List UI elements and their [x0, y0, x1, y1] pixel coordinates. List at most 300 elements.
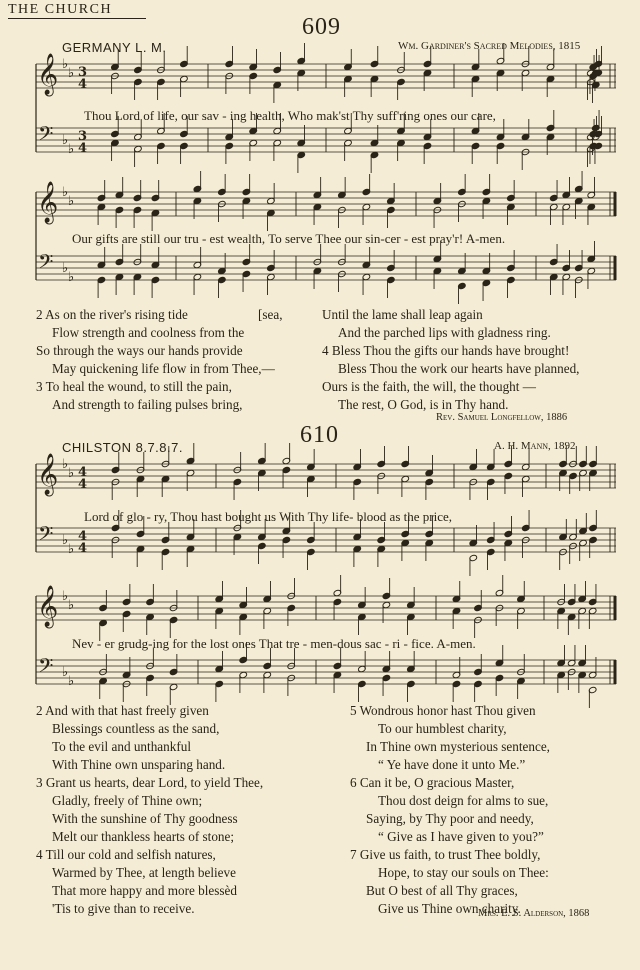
soprano-note	[486, 449, 495, 471]
bass-note	[218, 276, 227, 298]
bass-note	[193, 273, 202, 295]
flat-icon: ♭	[68, 142, 75, 157]
time-signature: 3	[78, 129, 88, 144]
tenor-note	[115, 244, 124, 266]
stanza-line: 6 Can it be, O gracious Master,	[350, 775, 515, 790]
hymn-number: 609	[302, 14, 341, 40]
tenor-note	[559, 519, 568, 541]
flat-icon: ♭	[62, 589, 69, 604]
stanza-line: With Thine own unsparing hand.	[52, 757, 226, 772]
soprano-note	[134, 52, 143, 74]
soprano-note	[338, 177, 347, 199]
alto-note	[111, 72, 120, 94]
bass-note	[486, 548, 495, 570]
bass-note	[146, 674, 155, 696]
soprano-note	[169, 590, 178, 612]
soprano-note	[397, 52, 406, 74]
soprano-note	[588, 584, 597, 606]
bass-note	[287, 674, 296, 696]
alto-note	[495, 604, 504, 626]
stanza-line: Melt our thankless hearts of stone;	[52, 829, 235, 844]
bass-note	[433, 267, 442, 289]
tenor-note	[567, 645, 576, 667]
alto-note	[370, 75, 379, 97]
treble-clef-icon: 𝄞	[37, 454, 59, 495]
soprano-note	[562, 177, 571, 199]
stanza-line: Blessings countless as the sand,	[52, 721, 220, 736]
stanza-line: And the parched lips with gladness ring.	[338, 325, 551, 340]
alto-note	[146, 613, 155, 635]
treble-clef-icon: 𝄞	[37, 54, 59, 95]
bass-note	[562, 273, 571, 295]
bass-note	[258, 542, 267, 564]
bass-note	[507, 276, 516, 298]
soprano-note	[249, 49, 258, 71]
bass-note	[267, 273, 276, 295]
alto-note	[218, 200, 227, 222]
bass-note	[282, 536, 291, 558]
staff-lines	[36, 660, 616, 684]
stanza-line: 'Tis to give than to receive.	[52, 901, 195, 916]
alto-note	[287, 604, 296, 626]
bass-note	[225, 142, 234, 164]
tenor-note	[382, 651, 391, 673]
lyric-line: Nev - er grudg-ing for the lost ones That tre - men-dous sac - ri - fice. A-men.	[72, 636, 476, 651]
bass-note	[249, 139, 258, 161]
alto-note	[486, 478, 495, 500]
bass-note	[495, 674, 504, 696]
bass-note	[407, 680, 416, 702]
tenor-note	[587, 241, 596, 263]
tenor-note	[521, 119, 530, 141]
bass-note	[157, 142, 166, 164]
lyric-line: Lord of glo - ry, Thou hast bought us With Thy life- blood as the price,	[84, 509, 452, 524]
bass-note	[387, 276, 396, 298]
tenor-note	[495, 645, 504, 667]
time-signature: 4	[78, 141, 88, 156]
alto-note	[474, 616, 483, 638]
stanza-line: To the evil and unthankful	[52, 739, 191, 754]
tenor-note	[193, 247, 202, 269]
stanza-line: “ Give as I have given to you?”	[378, 829, 544, 844]
stanza-line: With the sunshine of Thy goodness	[52, 811, 238, 826]
bass-note	[482, 279, 491, 301]
bass-clef-icon: 𝄢	[38, 122, 54, 150]
treble-clef-icon: 𝄞	[37, 182, 59, 223]
bass-note	[425, 539, 434, 561]
soprano-note	[267, 183, 276, 205]
bass-clef-icon: 𝄢	[38, 250, 54, 278]
alto-note	[504, 472, 513, 494]
alto-note	[267, 209, 276, 231]
soprano-note	[589, 49, 598, 71]
alto-note	[407, 613, 416, 635]
alto-note	[578, 607, 587, 629]
bass-note	[353, 545, 362, 567]
alto-note	[134, 78, 143, 100]
flat-icon: ♭	[68, 466, 75, 481]
soprano-note	[111, 452, 120, 474]
bass-clef-icon: 𝄢	[38, 522, 54, 550]
soprano-note	[382, 578, 391, 600]
stanza-line: 2 As on the river's rising tide	[36, 307, 188, 322]
soprano-note	[97, 180, 106, 202]
soprano-note	[546, 49, 555, 71]
bass-note	[474, 680, 483, 702]
bass-note	[239, 671, 248, 693]
soprano-note	[407, 587, 416, 609]
soprano-note	[297, 43, 306, 65]
tenor-note	[97, 247, 106, 269]
bass-note	[589, 536, 598, 558]
stanza-line: “ Ye have done it unto Me.”	[378, 757, 526, 772]
bass-note	[161, 548, 170, 570]
flat-icon: ♭	[68, 542, 75, 557]
stanza-line: To our humblest charity,	[378, 721, 507, 736]
soprano-note	[401, 446, 410, 468]
tenor-note	[546, 110, 555, 132]
soprano-note	[549, 180, 558, 202]
stanza-line: And strength to failing pulses bring,	[52, 397, 243, 412]
soprano-note	[370, 46, 379, 68]
alto-note	[225, 72, 234, 94]
alto-note	[282, 466, 291, 488]
tenor-note	[591, 110, 600, 132]
composer: A. H. Mann, 1892	[494, 440, 576, 452]
time-signature: 4	[78, 529, 88, 544]
bass-note	[115, 273, 124, 295]
stanza-block-left	[36, 306, 275, 414]
alto-note	[239, 613, 248, 635]
tenor-note	[313, 244, 322, 266]
bass-note	[496, 142, 505, 164]
stanza-line: Gladly, freely of Thine own;	[52, 793, 203, 808]
bass-note	[397, 139, 406, 161]
bass-note	[471, 142, 480, 164]
bass-note	[151, 276, 160, 298]
flat-icon: ♭	[62, 665, 69, 680]
header-rule	[8, 18, 146, 19]
bass-note	[569, 542, 578, 564]
soprano-note	[517, 581, 526, 603]
tenor-note	[504, 516, 513, 538]
alto-note	[387, 206, 396, 228]
bass-note	[134, 145, 143, 167]
tune-name: GERMANY L. M.	[62, 40, 167, 55]
stanza-block-right	[350, 702, 550, 918]
alto-note	[591, 81, 600, 103]
tenor-note	[562, 250, 571, 272]
stanza-line: That more happy and more blessèd	[52, 883, 237, 898]
alto-note	[401, 475, 410, 497]
stanza-line: In Thine own mysterious sentence,	[366, 739, 550, 754]
alto-note	[567, 613, 576, 635]
soprano-note	[122, 584, 131, 606]
tenor-note	[569, 519, 578, 541]
alto-note	[338, 206, 347, 228]
composer: Wm. Gardiner's Sacred Melodies, 1815	[398, 40, 581, 52]
soprano-note	[474, 590, 483, 612]
alto-note	[180, 75, 189, 97]
bass-note	[458, 282, 467, 304]
tenor-note	[474, 654, 483, 676]
soprano-note	[151, 180, 160, 202]
bass-note	[557, 671, 566, 693]
alto-note	[557, 607, 566, 629]
bass-note	[521, 536, 530, 558]
stanza-line: 4 Bless Thou the gifts our hands have brought!	[322, 343, 570, 358]
author: Rev. Samuel Longfellow, 1886	[436, 412, 568, 423]
stanza-line: 4 Till our cold and selfish natures,	[36, 847, 216, 862]
stanza-line: Thou dost deign for alms to sue,	[378, 793, 549, 808]
time-signature: 4	[78, 477, 88, 492]
bass-note	[133, 273, 142, 295]
bass-note	[313, 267, 322, 289]
alto-note	[397, 78, 406, 100]
bass-clef-icon: 𝄢	[38, 654, 54, 682]
alto-note	[588, 607, 597, 629]
soprano-note	[433, 183, 442, 205]
tenor-note	[549, 244, 558, 266]
bass-note	[452, 680, 461, 702]
soprano-note	[115, 177, 124, 199]
flat-icon: ♭	[68, 194, 75, 209]
soprano-note	[594, 46, 603, 68]
soprano-note	[239, 587, 248, 609]
bass-note	[111, 536, 120, 558]
bass-note	[362, 273, 371, 295]
soprano-note	[507, 180, 516, 202]
soprano-note	[469, 449, 478, 471]
alto-note	[353, 478, 362, 500]
soprano-note	[180, 46, 189, 68]
soprano-note	[313, 177, 322, 199]
bass-note	[338, 270, 347, 292]
alto-note	[111, 478, 120, 500]
bass-note	[567, 668, 576, 690]
tenor-note	[521, 510, 530, 532]
alto-note	[122, 610, 131, 632]
bass-note	[588, 686, 597, 708]
flat-icon: ♭	[68, 66, 75, 81]
bass-note	[263, 671, 272, 693]
tenor-note	[307, 522, 316, 544]
stanza-line: 3 Grant us hearts, dear Lord, to yield Thee,	[36, 775, 264, 790]
tenor-note	[574, 250, 583, 272]
soprano-note	[567, 584, 576, 606]
soprano-note	[233, 452, 242, 474]
alto-note	[307, 475, 316, 497]
tune-name: CHILSTON 8.7.8.7.	[62, 440, 183, 455]
tenor-note	[589, 510, 598, 532]
soprano-note	[282, 443, 291, 465]
soprano-note	[557, 584, 566, 606]
tenor-note	[496, 119, 505, 141]
alto-note	[562, 203, 571, 225]
alto-note	[546, 75, 555, 97]
stanza-line: Warmed by Thee, at length believe	[52, 865, 236, 880]
bass-note	[579, 539, 588, 561]
soprano-note	[133, 180, 142, 202]
bass-note	[382, 674, 391, 696]
bass-note	[578, 671, 587, 693]
hymn-number: 610	[300, 422, 339, 448]
bass-note	[333, 671, 342, 693]
bass-note	[307, 548, 316, 570]
flat-icon: ♭	[62, 57, 69, 72]
bass-note	[517, 677, 526, 699]
bass-note	[97, 276, 106, 298]
flat-icon: ♭	[68, 598, 75, 613]
stanza-line: Ours is the faith, the will, the thought —	[322, 379, 536, 394]
bass-note	[594, 142, 603, 164]
tenor-note	[377, 522, 386, 544]
flat-icon: ♭	[62, 533, 69, 548]
soprano-note	[157, 52, 166, 74]
stanza-line: Until the lame shall leap again	[322, 307, 483, 322]
stanza-block-left	[36, 702, 263, 918]
stanza-line: 7 Give us faith, to trust Thee boldly,	[350, 847, 541, 862]
bass-note	[587, 267, 596, 289]
tenor-note	[407, 651, 416, 673]
alto-note	[549, 203, 558, 225]
soprano-note	[579, 446, 588, 468]
bass-note	[423, 142, 432, 164]
tenor-note	[579, 513, 588, 535]
bass-note	[358, 680, 367, 702]
tenor-note	[267, 250, 276, 272]
alto-note	[215, 607, 224, 629]
soprano-note	[273, 52, 282, 74]
bass-note	[401, 539, 410, 561]
soprano-note	[589, 446, 598, 468]
alto-note	[458, 200, 467, 222]
alto-note	[313, 203, 322, 225]
tenor-note	[362, 247, 371, 269]
bass-note	[370, 151, 379, 173]
soprano-note	[471, 49, 480, 71]
alto-note	[377, 472, 386, 494]
soprano-note	[258, 443, 267, 465]
alto-note	[471, 75, 480, 97]
stanza-line: Bless Thou the work our hearts have planned,	[338, 361, 580, 376]
bass-note	[574, 276, 583, 298]
tenor-note	[578, 645, 587, 667]
page-header: THE CHURCH	[8, 2, 113, 17]
tenor-note	[242, 244, 251, 266]
bass-note	[111, 139, 120, 161]
alto-note	[161, 475, 170, 497]
tenor-note	[557, 645, 566, 667]
soprano-note	[387, 183, 396, 205]
soprano-note	[425, 455, 434, 477]
tenor-note	[169, 654, 178, 676]
flat-icon: ♭	[68, 270, 75, 285]
tenor-note	[99, 654, 108, 676]
tenor-note	[507, 250, 516, 272]
bass-note	[549, 273, 558, 295]
bass-note	[559, 548, 568, 570]
alto-note	[97, 203, 106, 225]
alto-note	[358, 613, 367, 635]
bass-note	[136, 545, 145, 567]
stanza-line: 2 And with that hast freely given	[36, 703, 209, 718]
stanza-line: 5 Wondrous honor hast Thou given	[350, 703, 536, 718]
soprano-note	[99, 590, 108, 612]
soprano-note	[344, 49, 353, 71]
bass-note	[180, 142, 189, 164]
alto-note	[517, 607, 526, 629]
tenor-note	[387, 250, 396, 272]
lyric-line: Our gifts are still our tru - est wealth, To serve Thee our sin-cer - est pray'r! A-men.	[72, 231, 506, 246]
stanza-block-right	[322, 306, 579, 414]
flat-icon: ♭	[62, 133, 69, 148]
soprano-note	[587, 177, 596, 199]
alto-note	[569, 472, 578, 494]
alto-note	[133, 206, 142, 228]
bass-note	[377, 545, 386, 567]
soprano-note	[358, 587, 367, 609]
bass-note	[521, 148, 530, 170]
alto-note	[136, 475, 145, 497]
alto-note	[157, 78, 166, 100]
alto-note	[425, 478, 434, 500]
soprano-note	[377, 446, 386, 468]
alto-note	[452, 607, 461, 629]
soprano-note	[186, 443, 195, 465]
soprano-note	[353, 449, 362, 471]
treble-clef-icon: 𝄞	[37, 586, 59, 627]
lyric-line: Thou Lord of life, our sav - ing health, Who mak'st Thy suff'ring ones our care,	[84, 108, 496, 123]
tenor-note	[133, 244, 142, 266]
stanza-line: Flow strength and coolness from the	[52, 325, 245, 340]
bass-note	[469, 554, 478, 576]
alto-note	[344, 75, 353, 97]
flat-icon: ♭	[62, 261, 69, 276]
alto-note	[587, 203, 596, 225]
soprano-note	[287, 578, 296, 600]
alto-note	[362, 203, 371, 225]
bass-note	[99, 677, 108, 699]
bass-note	[186, 545, 195, 567]
bass-note	[504, 539, 513, 561]
soprano-note	[452, 581, 461, 603]
time-signature: 4	[78, 465, 88, 480]
flat-icon: ♭	[62, 185, 69, 200]
tenor-note	[151, 247, 160, 269]
stanza-line: May quickening life flow in from Thee,—	[52, 361, 275, 376]
bass-note	[344, 139, 353, 161]
bass-note	[242, 270, 251, 292]
bass-note	[297, 151, 306, 173]
bass-note	[273, 139, 282, 161]
alto-note	[433, 206, 442, 228]
alto-note	[469, 478, 478, 500]
stanza-line: But O best of all Thy graces,	[366, 883, 518, 898]
stanza-line: Saying, by Thy poor and needy,	[366, 811, 534, 826]
stanza-line: So through the ways our hands provide	[36, 343, 243, 358]
alto-note	[507, 203, 516, 225]
alto-note	[115, 206, 124, 228]
tenor-note	[358, 651, 367, 673]
alto-note	[263, 607, 272, 629]
alto-note	[249, 72, 258, 94]
soprano-note	[146, 584, 155, 606]
alto-note	[151, 209, 160, 231]
stanza-line: The rest, O God, is in Thy hand.	[338, 397, 509, 412]
soprano-note	[225, 46, 234, 68]
stanza-line: 3 To heal the wound, to still the pain,	[36, 379, 232, 394]
